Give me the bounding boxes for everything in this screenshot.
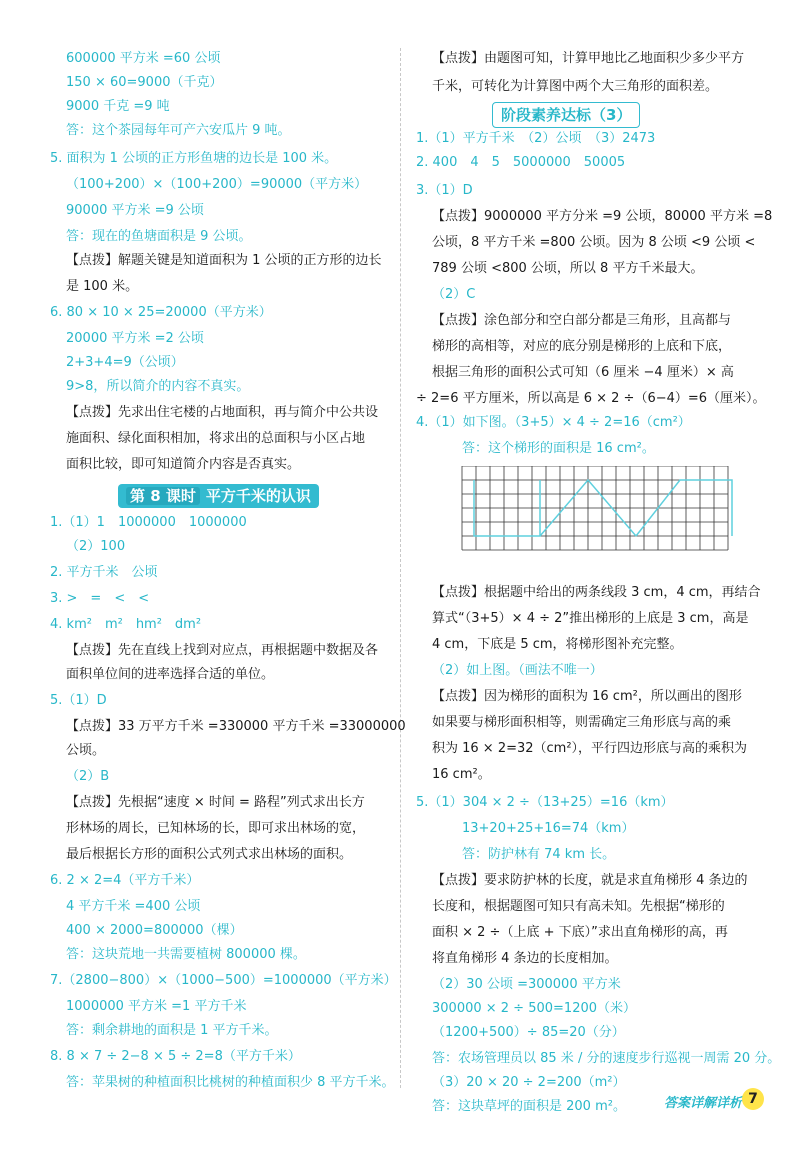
left-line: 400 × 2000=800000（棵）: [66, 923, 243, 938]
left-line: 答：这块荒地一共需要植树 800000 棵。: [66, 947, 306, 962]
right-line: 300000 × 2 ÷ 500=1200（米）: [432, 1001, 637, 1016]
left-line: 2+3+4=9（公顷）: [66, 355, 184, 370]
stage-banner: [492, 102, 640, 128]
right-line: 面积 × 2 ÷（上底 + 下底）”求出直角梯形的高，再: [432, 925, 728, 940]
right-line: 公顷，8 平方千米 =800 公顷。因为 8 公顷 <9 公顷 <: [432, 235, 756, 250]
footer-tag: 答案详解详析: [663, 1096, 742, 1111]
left-line: 【点拨】先求出住宅楼的占地面积，再与简介中公共设: [66, 405, 379, 420]
right-line: ÷ 2=6 平方厘米，所以高是 6 × 2 ÷（6−4）=6（厘米）。: [416, 391, 766, 406]
right-line: 答：防护林有 74 km 长。: [462, 847, 616, 862]
left-line: 是 100 米。: [66, 279, 139, 294]
left-line: 面积比较，即可知道简介内容是否真实。: [66, 457, 301, 472]
right-line: 【点拨】根据题中给出的两条线段 3 cm，4 cm，再结合: [432, 585, 761, 600]
right-line: 长度和，根据题图可知只有高未知。先根据“梯形的: [432, 899, 725, 914]
lesson-number-tag: 第 8 课时: [126, 487, 200, 505]
right-line: 【点拨】涂色部分和空白部分都是三角形，且高都与: [432, 313, 732, 328]
right-line: （1200+500）÷ 85=20（分）: [432, 1025, 625, 1040]
left-line: 4. km² m² hm² dm²: [50, 617, 202, 632]
left-line: 6. 2 × 2=4（平方千米）: [50, 873, 200, 888]
left-line: 2. 平方千米 公顷: [50, 565, 158, 580]
right-line: 13+20+25+16=74（km）: [462, 821, 635, 836]
left-line: 【点拨】先根据“速度 × 时间 = 路程”列式求出长方: [66, 795, 365, 810]
left-line: 1.（1）1 1000000 1000000: [50, 515, 247, 530]
right-line: 千米，可转化为计算图中两个大三角形的面积差。: [432, 79, 719, 94]
right-line: 根据三角形的面积公式可知（6 厘米 −4 厘米）× 高: [432, 365, 734, 380]
column-divider: [400, 48, 401, 1088]
left-line: 答：剩余耕地的面积是 1 平方千米。: [66, 1023, 278, 1038]
right-line: 1.（1）平方千米 （2）公顷 （3）2473: [416, 131, 656, 146]
left-line: 9000 千克 =9 吨: [66, 99, 170, 114]
left-line: 4 平方千米 =400 公顷: [66, 899, 201, 914]
right-line: 【点拨】9000000 平方分米 =9 公顷，80000 平方米 =8: [432, 209, 773, 224]
grid-lines: [462, 466, 728, 550]
right-line: 梯形的高相等，对应的底分别是梯形的上底和下底，: [432, 339, 732, 354]
left-line: （2）100: [66, 539, 126, 554]
left-line: （2）B: [66, 769, 110, 784]
right-line: 789 公顷 <800 公顷，所以 8 平方千米最大。: [432, 261, 704, 276]
left-line: 施面积、绿化面积相加，将求出的总面积与小区占地: [66, 431, 366, 446]
right-line: 4.（1）如下图。（3+5）× 4 ÷ 2=16（cm²）: [416, 415, 691, 430]
right-line: 将直角梯形 4 条边的长度相加。: [432, 951, 618, 966]
left-line: 【点拨】先在直线上找到对应点，再根据题中数据及各: [66, 643, 379, 658]
right-line: 16 cm²。: [432, 767, 491, 782]
left-line: 20000 平方米 =2 公顷: [66, 331, 204, 346]
left-line: 9>8，所以简介的内容不真实。: [66, 379, 250, 394]
right-line: （2）如上图。（画法不唯一）: [432, 663, 603, 678]
left-line: 5. 面积为 1 公顷的正方形鱼塘的边长是 100 米。: [50, 151, 338, 166]
right-line: （3）20 × 20 ÷ 2=200（m²）: [432, 1075, 626, 1090]
right-line: 【点拨】要求防护林的长度，就是求直角梯形 4 条边的: [432, 873, 748, 888]
right-line: 2. 400 4 5 5000000 50005: [416, 155, 626, 170]
right-line: 5.（1）304 × 2 ÷（13+25）=16（km）: [416, 795, 674, 810]
lesson-title: 平方千米的认识: [205, 487, 311, 505]
left-line: 3. > = < <: [50, 591, 150, 606]
page-number: 7: [742, 1088, 764, 1110]
left-line: 90000 平方米 =9 公顷: [66, 203, 204, 218]
left-line: 7.（2800−800）×（1000−500）=1000000（平方米）: [50, 973, 397, 988]
left-line: 150 × 60=9000（千克）: [66, 75, 223, 90]
right-line: 3.（1）D: [416, 183, 473, 198]
left-line: 面积单位间的进率选择合适的单位。: [66, 667, 275, 682]
left-line: 8. 8 × 7 ÷ 2−8 × 5 ÷ 2=8（平方千米）: [50, 1049, 301, 1064]
right-line: 算式“（3+5）× 4 ÷ 2”推出梯形的上底是 3 cm，高是: [432, 611, 749, 626]
right-line: 【点拨】因为梯形的面积为 16 cm²，所以画出的图形: [432, 689, 742, 704]
trapezoid-grid-figure: [460, 466, 736, 554]
left-line: （100+200）×（100+200）=90000（平方米）: [66, 177, 368, 192]
right-line: 如果要与梯形面积相等，则需确定三角形底与高的乘: [432, 715, 732, 730]
left-line: 最后根据长方形的面积公式列式求出林场的面积。: [66, 847, 353, 862]
right-line: 4 cm，下底是 5 cm，将梯形图补充完整。: [432, 637, 683, 652]
left-line: 形林场的周长，已知林场的长，即可求出林场的宽，: [66, 821, 366, 836]
left-line: 1000000 平方米 =1 平方千米: [66, 999, 247, 1014]
left-line: 5.（1）D: [50, 693, 107, 708]
left-line: 答：苹果树的种植面积比桃树的种植面积少 8 平方千米。: [66, 1075, 395, 1090]
right-line: 答：这个梯形的面积是 16 cm²。: [462, 441, 655, 456]
left-line: 答：这个茶园每年可产六安瓜片 9 吨。: [66, 123, 291, 138]
left-line: 答：现在的鱼塘面积是 9 公顷。: [66, 229, 252, 244]
stage-title: 阶段素养达标（3）: [501, 106, 632, 124]
left-line: 600000 平方米 =60 公顷: [66, 51, 221, 66]
right-line: 答：这块草坪的面积是 200 m²。: [432, 1099, 626, 1114]
right-line: （2）30 公顷 =300000 平方米: [432, 977, 621, 992]
left-line: 公顷。: [66, 743, 106, 758]
left-line: 【点拨】33 万平方千米 =330000 平方千米 =33000000: [66, 719, 406, 734]
right-line: 答：农场管理员以 85 米 / 分的速度步行巡视一周需 20 分。: [432, 1051, 781, 1066]
right-line: 积为 16 × 2=32（cm²），平行四边形底与高的乘积为: [432, 741, 748, 756]
right-line: （2）C: [432, 287, 476, 302]
right-line: 【点拨】由题图可知，计算甲地比乙地面积少多少平方: [432, 51, 745, 66]
lesson-banner: [118, 484, 319, 508]
left-line: 6. 80 × 10 × 25=20000（平方米）: [50, 305, 272, 320]
left-line: 【点拨】解题关键是知道面积为 1 公顷的正方形的边长: [66, 253, 382, 268]
